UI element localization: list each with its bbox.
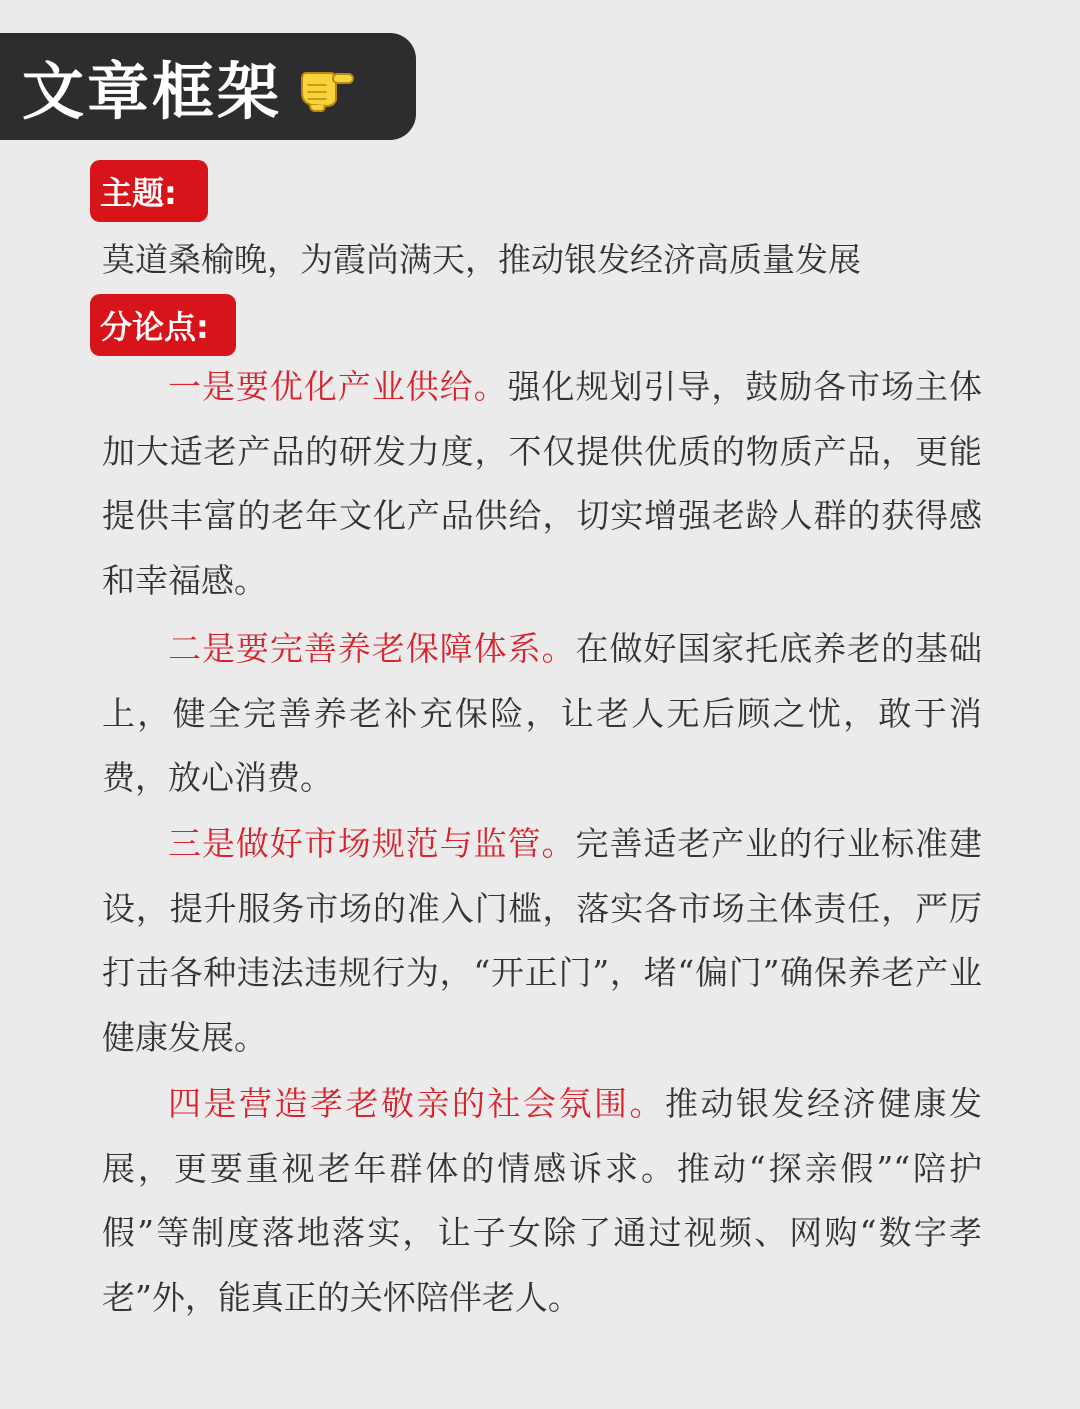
- point-paragraph-2: [102, 617, 982, 811]
- theme-text: 莫道桑榆晚，为霞尚满天，推动银发经济高质量发展: [102, 240, 861, 279]
- point-4-body: 推动银发经济健康发展，更要重视老年群体的情感诉求。推动“探亲假”“陪护假”等制度落地落实，让子女除了通过视频、网购“数字孝老”外，能真正的关怀陪伴老人。: [102, 1084, 982, 1317]
- point-3-body: 完善适老产业的行业标准建设，提升服务市场的准入门槛，落实各市场主体责任，严厉打击各种违法违规行为，“开正门”，堵“偏门”确保养老产业健康发展。: [102, 824, 983, 1057]
- point-2-body: 在做好国家托底养老的基础上，健全完善养老补充保险，让老人无后顾之忧，敢于消费，放心消费。: [102, 629, 983, 797]
- theme-label: 主题:: [90, 160, 208, 222]
- point-1-body: 强化规划引导，鼓励各市场主体加大适老产品的研发力度，不仅提供优质的物质产品，更能提供丰富的老年文化产品供给，切实增强老龄人群的获得感和幸福感。: [102, 367, 983, 600]
- point-1-highlight: 一是要优化产业供给。: [168, 367, 508, 406]
- point-3-highlight: 三是做好市场规范与监管。: [168, 824, 576, 863]
- point-paragraph-4: [102, 1072, 982, 1330]
- header-banner: [0, 33, 416, 140]
- point-paragraph-3: [102, 812, 982, 1070]
- pointing-hand-icon: [296, 59, 356, 115]
- point-4-highlight: 四是营造孝老敬亲的社会氛围。: [168, 1084, 665, 1123]
- page-title: 文章框架: [22, 55, 283, 128]
- point-2-highlight: 二是要完善养老保障体系。: [168, 629, 576, 668]
- point-paragraph-1: [102, 355, 982, 613]
- points-label: 分论点:: [90, 294, 236, 356]
